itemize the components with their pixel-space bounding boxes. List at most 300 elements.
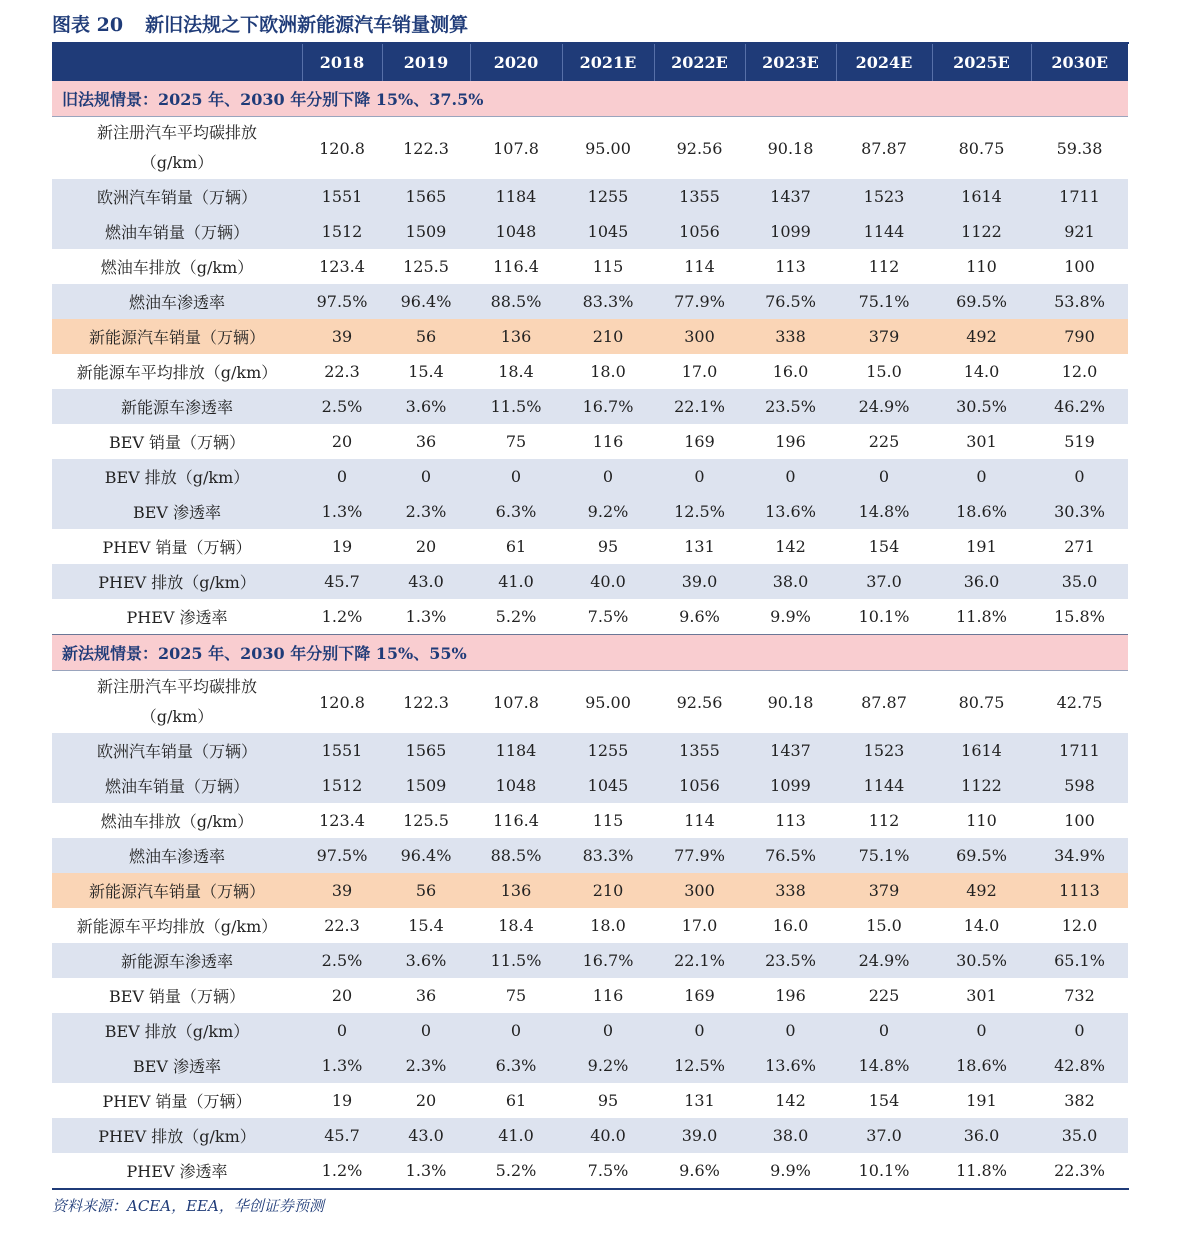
table-cell: 90.18 [767,692,814,712]
table-cell: 116 [592,432,624,451]
table-cell: 18.0 [590,916,626,935]
table-cell: 16.7% [562,389,654,424]
table-cell: 0 [562,1013,654,1048]
table-cell: 69.5% [932,284,1031,319]
table-cell: 95.00 [585,138,631,158]
table-cell: 20 [331,986,353,1005]
column-header: 2024E [836,44,932,81]
table-cell: 88.5% [470,838,562,873]
table-cell: 88.5% [470,284,562,319]
table-cell: 38.0 [745,1118,836,1153]
table-cell: 96.4% [382,284,470,319]
table-cell: 5.2% [470,1153,562,1189]
table-cell: 35.0 [1031,564,1128,599]
table-cell: 110 [966,811,997,830]
table-cell: 154 [868,1091,900,1110]
table-cell: 115 [592,811,624,830]
row-label: 新能源汽车销量（万辆） [52,873,302,908]
table-cell: 191 [966,537,997,556]
row-label: 新能源车渗透率 [52,943,302,978]
row-label: BEV 排放（g/km） [52,1013,302,1048]
table-cell: 75.1% [836,284,932,319]
table-cell: 11.5% [470,943,562,978]
table-cell: 0 [836,1013,932,1048]
row-label: PHEV 销量（万辆） [102,1092,252,1111]
table-row [52,214,1128,249]
table-cell: 38.0 [745,564,836,599]
table-row [52,908,1128,943]
table-cell: 122.3 [403,692,449,712]
table-cell: 120.8 [319,692,365,712]
table-cell: 76.5% [745,838,836,873]
table-cell: 80.75 [958,138,1005,158]
table-cell: 11.8% [932,599,1031,635]
table-cell: 24.9% [836,389,932,424]
table-cell: 13.6% [745,1048,836,1083]
row-label: 新能源车平均排放（g/km） [76,917,278,936]
table-cell: 113 [775,257,806,276]
table-cell: 0 [745,1013,836,1048]
table-cell: 1122 [932,214,1031,249]
table-cell: 1614 [932,179,1031,214]
table-cell: 125.5 [403,257,449,276]
table-cell: 1.2% [302,1153,382,1189]
section-header-row [52,635,1128,671]
table-cell: 300 [654,873,745,908]
table-cell: 1048 [470,214,562,249]
table-cell: 107.8 [493,692,539,712]
table-cell: 123.4 [319,257,365,276]
table-cell: 39 [302,873,382,908]
header-row [52,44,1128,81]
table-cell: 22.3 [324,362,360,381]
table-cell: 921 [1031,214,1128,249]
table-cell: 0 [470,1013,562,1048]
table-cell: 14.8% [836,494,932,529]
table-cell: 113 [775,811,806,830]
table-cell: 40.0 [562,564,654,599]
table-cell: 20 [331,432,353,451]
table-cell: 0 [1031,459,1128,494]
table-cell: 2.3% [382,1048,470,1083]
table-cell: 1255 [562,733,654,768]
table-cell: 39 [302,319,382,354]
figure-caption: 新旧法规之下欧洲新能源汽车销量测算 [145,14,469,36]
table-cell: 131 [684,537,715,556]
table-cell: 16.0 [772,362,809,381]
table-row [52,803,1128,838]
table-cell: 1184 [470,733,562,768]
table-cell: 95.00 [585,692,631,712]
table-cell: 16.7% [562,943,654,978]
table-cell: 30.5% [932,943,1031,978]
table-cell: 0 [470,459,562,494]
table-row [52,1118,1128,1153]
column-header: 2022E [654,44,745,81]
table-cell: 42.8% [1031,1048,1128,1083]
table-cell: 43.0 [382,564,470,599]
table-cell: 75 [505,432,527,451]
table-cell: 1711 [1031,733,1128,768]
table-cell: 22.1% [654,389,745,424]
table-cell: 16.0 [772,916,809,935]
table-cell: 9.2% [562,494,654,529]
table-cell: 519 [1064,432,1095,451]
table-cell: 210 [562,873,654,908]
table-cell: 36 [415,986,437,1005]
table-cell: 17.0 [681,916,718,935]
table-cell: 1509 [382,768,470,803]
table-cell: 15.0 [866,916,902,935]
table-cell: 1.3% [302,1048,382,1083]
table-cell: 35.0 [1031,1118,1128,1153]
row-label: PHEV 销量（万辆） [102,538,252,557]
table-row [52,249,1128,284]
table-cell: 43.0 [382,1118,470,1153]
table-cell: 1565 [382,733,470,768]
table-cell: 1523 [836,733,932,768]
table-cell: 97.5% [302,838,382,873]
table-cell: 1551 [302,179,382,214]
table-cell: 77.9% [654,284,745,319]
table-cell: 76.5% [745,284,836,319]
table-cell: 0 [1031,1013,1128,1048]
table-cell: 83.3% [562,284,654,319]
table-cell: 142 [775,537,806,556]
table-cell: 20 [415,1091,437,1110]
table-cell: 154 [868,537,900,556]
table-cell: 37.0 [836,1118,932,1153]
table-cell: 2.3% [382,494,470,529]
table-body [52,81,1128,1189]
table-cell: 115 [592,257,624,276]
table-cell: 18.0 [590,362,626,381]
table-cell: 7.5% [562,1153,654,1189]
table-cell: 196 [775,432,806,451]
column-header: 2025E [932,44,1031,81]
table-cell: 112 [868,811,900,830]
table-cell: 1437 [745,733,836,768]
table-cell: 125.5 [403,811,449,830]
column-header: 2020 [470,44,562,81]
table-cell: 0 [745,459,836,494]
table-cell: 23.5% [745,943,836,978]
table-cell: 0 [562,459,654,494]
table-cell: 225 [868,432,900,451]
row-label-unit: （g/km） [140,707,214,726]
table-cell: 39.0 [654,564,745,599]
table-cell: 45.7 [302,1118,382,1153]
table-cell: 1551 [302,733,382,768]
table-cell: 1.3% [382,599,470,635]
table-cell: 77.9% [654,838,745,873]
table-cell: 1355 [654,733,745,768]
table-cell: 14.0 [963,362,1000,381]
table-cell: 100 [1064,811,1095,830]
table-cell: 18.6% [932,494,1031,529]
table-cell: 87.87 [861,138,907,158]
column-header: 2021E [562,44,654,81]
table-cell: 1437 [745,179,836,214]
table-cell: 1.2% [302,599,382,635]
row-label-unit: （g/km） [140,153,214,172]
table-row [52,284,1128,319]
table-row [52,459,1128,494]
table-cell: 0 [932,459,1031,494]
section-header-row [52,81,1128,117]
table-cell: 2.5% [302,943,382,978]
table-cell: 18.6% [932,1048,1031,1083]
table-row [52,319,1128,354]
table-row [52,733,1128,768]
table-row [52,424,1128,459]
table-cell: 10.1% [836,599,932,635]
table-cell: 96.4% [382,838,470,873]
table-cell: 56 [382,319,470,354]
table-cell: 41.0 [470,564,562,599]
table-cell: 0 [932,1013,1031,1048]
table-cell: 23.5% [745,389,836,424]
table-row [52,529,1128,564]
row-label: 燃油车销量（万辆） [52,768,302,803]
table-row [52,1013,1128,1048]
row-label-line: 新注册汽车平均碳排放 [96,123,257,142]
table-cell: 1099 [745,214,836,249]
table-cell: 169 [684,432,715,451]
table-cell: 90.18 [767,138,814,158]
table-cell: 191 [966,1091,997,1110]
table-cell: 61 [505,1091,527,1110]
table-cell: 790 [1031,319,1128,354]
source-note: 资料来源：ACEA，EEA，华创证券预测 [52,1197,324,1215]
table-cell: 1056 [654,768,745,803]
table-cell: 45.7 [302,564,382,599]
row-label: 燃油车渗透率 [52,838,302,873]
table-row [52,389,1128,424]
table-row [52,873,1128,908]
table-cell: 0 [382,1013,470,1048]
table-cell: 196 [775,986,806,1005]
table-cell: 110 [966,257,997,276]
table-row [52,117,1128,180]
table-cell: 1.3% [302,494,382,529]
table-cell: 12.5% [654,494,745,529]
table-cell: 92.56 [676,138,723,158]
table-cell: 338 [745,873,836,908]
column-header [52,44,302,81]
table-cell: 59.38 [1056,138,1103,158]
table-cell: 80.75 [958,692,1005,712]
table-cell: 9.9% [745,1153,836,1189]
row-label [52,117,302,180]
table-cell: 1512 [302,214,382,249]
table-cell: 11.8% [932,1153,1031,1189]
table-cell: 40.0 [562,1118,654,1153]
table-cell: 37.0 [836,564,932,599]
table-cell: 83.3% [562,838,654,873]
table-cell: 301 [966,986,997,1005]
table-cell: 210 [562,319,654,354]
table-cell: 15.8% [1031,599,1128,635]
table-cell: 87.87 [861,692,907,712]
row-label: BEV 渗透率 [52,1048,302,1083]
table-cell: 30.3% [1031,494,1128,529]
table-cell: 65.1% [1031,943,1128,978]
table-cell: 9.6% [654,599,745,635]
table-cell: 75 [505,986,527,1005]
table-cell: 123.4 [319,811,365,830]
table-cell: 34.9% [1031,838,1128,873]
table-cell: 61 [505,537,527,556]
table-cell: 136 [470,873,562,908]
row-label: BEV 排放（g/km） [52,459,302,494]
section-title: 新法规情景：2025 年、2030 年分别下降 15%、55% [52,635,1128,671]
table-cell: 100 [1064,257,1095,276]
row-label: 燃油车销量（万辆） [52,214,302,249]
table-cell: 20 [415,537,437,556]
table-row [52,494,1128,529]
table-cell: 142 [775,1091,806,1110]
table-cell: 120.8 [319,138,365,158]
table-cell: 136 [470,319,562,354]
table-cell: 6.3% [470,494,562,529]
table-cell: 36.0 [932,564,1031,599]
table-cell: 9.9% [745,599,836,635]
table-cell: 75.1% [836,838,932,873]
table-cell: 19 [331,1091,353,1110]
row-label-line: 新注册汽车平均碳排放 [96,677,257,696]
table-cell: 169 [684,986,715,1005]
table-cell: 116.4 [493,811,539,830]
table-cell: 53.8% [1031,284,1128,319]
row-label: 欧洲汽车销量（万辆） [52,179,302,214]
table-cell: 1255 [562,179,654,214]
table-cell: 1509 [382,214,470,249]
table-cell: 95 [597,1091,619,1110]
table-cell: 1099 [745,768,836,803]
table-row [52,564,1128,599]
table-cell: 301 [966,432,997,451]
row-label: 燃油车排放（g/km） [100,258,254,277]
table-cell: 598 [1031,768,1128,803]
bottom-rule [52,1188,1129,1190]
table-cell: 1355 [654,179,745,214]
table-cell: 1.3% [382,1153,470,1189]
row-label: PHEV 排放（g/km） [52,564,302,599]
table-cell: 10.1% [836,1153,932,1189]
table-row [52,599,1128,635]
table-cell: 1711 [1031,179,1128,214]
table-cell: 492 [932,319,1031,354]
table-cell: 1512 [302,768,382,803]
column-header: 2023E [745,44,836,81]
table-cell: 112 [868,257,900,276]
table-row [52,1153,1128,1189]
table-cell: 1614 [932,733,1031,768]
row-label: 燃油车渗透率 [52,284,302,319]
table-cell: 300 [654,319,745,354]
table-cell: 17.0 [681,362,718,381]
table-row [52,354,1128,389]
row-label: 新能源车渗透率 [52,389,302,424]
table-cell: 382 [1064,1091,1095,1110]
table-cell: 271 [1064,537,1095,556]
row-label [52,671,302,734]
table-cell: 732 [1064,986,1095,1005]
data-table [52,44,1128,1189]
column-header: 2019 [382,44,470,81]
table-cell: 338 [745,319,836,354]
table-cell: 15.4 [408,916,444,935]
table-row [52,179,1128,214]
figure-number: 图表 20 [52,14,124,36]
table-cell: 1523 [836,179,932,214]
table-cell: 0 [654,1013,745,1048]
row-label: 新能源车平均排放（g/km） [76,363,278,382]
table-cell: 24.9% [836,943,932,978]
row-label: PHEV 渗透率 [52,599,302,635]
row-label: 燃油车排放（g/km） [100,812,254,831]
table-cell: 0 [654,459,745,494]
table-cell: 12.0 [1061,362,1098,381]
table-cell: 19 [331,537,353,556]
table-cell: 15.4 [408,362,444,381]
table-cell: 0 [836,459,932,494]
table-cell: 9.6% [654,1153,745,1189]
table-cell: 116.4 [493,257,539,276]
table-cell: 3.6% [382,943,470,978]
table-cell: 36 [415,432,437,451]
table-cell: 1045 [562,214,654,249]
row-label: PHEV 排放（g/km） [52,1118,302,1153]
table-cell: 46.2% [1031,389,1128,424]
table-row [52,768,1128,803]
table-cell: 0 [382,459,470,494]
table-cell: 1122 [932,768,1031,803]
table-cell: 13.6% [745,494,836,529]
table-cell: 22.3% [1031,1153,1128,1189]
table-cell: 1144 [836,768,932,803]
table-cell: 1184 [470,179,562,214]
row-label: 欧洲汽车销量（万辆） [52,733,302,768]
table-cell: 9.2% [562,1048,654,1083]
table-row [52,1083,1128,1118]
table-cell: 114 [684,257,715,276]
table-cell: 1045 [562,768,654,803]
table-cell: 1113 [1031,873,1128,908]
table-cell: 97.5% [302,284,382,319]
table-cell: 41.0 [470,1118,562,1153]
table-cell: 11.5% [470,389,562,424]
table-cell: 12.5% [654,1048,745,1083]
table-cell: 379 [836,873,932,908]
table-cell: 6.3% [470,1048,562,1083]
table-cell: 2.5% [302,389,382,424]
table-row [52,671,1128,734]
table-cell: 225 [868,986,900,1005]
table-cell: 39.0 [654,1118,745,1153]
table-cell: 18.4 [498,916,534,935]
table-cell: 1565 [382,179,470,214]
table-cell: 95 [597,537,619,556]
table-cell: 122.3 [403,138,449,158]
column-header: 2018 [302,44,382,81]
table-row [52,943,1128,978]
table-cell: 42.75 [1056,692,1103,712]
table-cell: 1056 [654,214,745,249]
table-cell: 3.6% [382,389,470,424]
table-cell: 114 [684,811,715,830]
